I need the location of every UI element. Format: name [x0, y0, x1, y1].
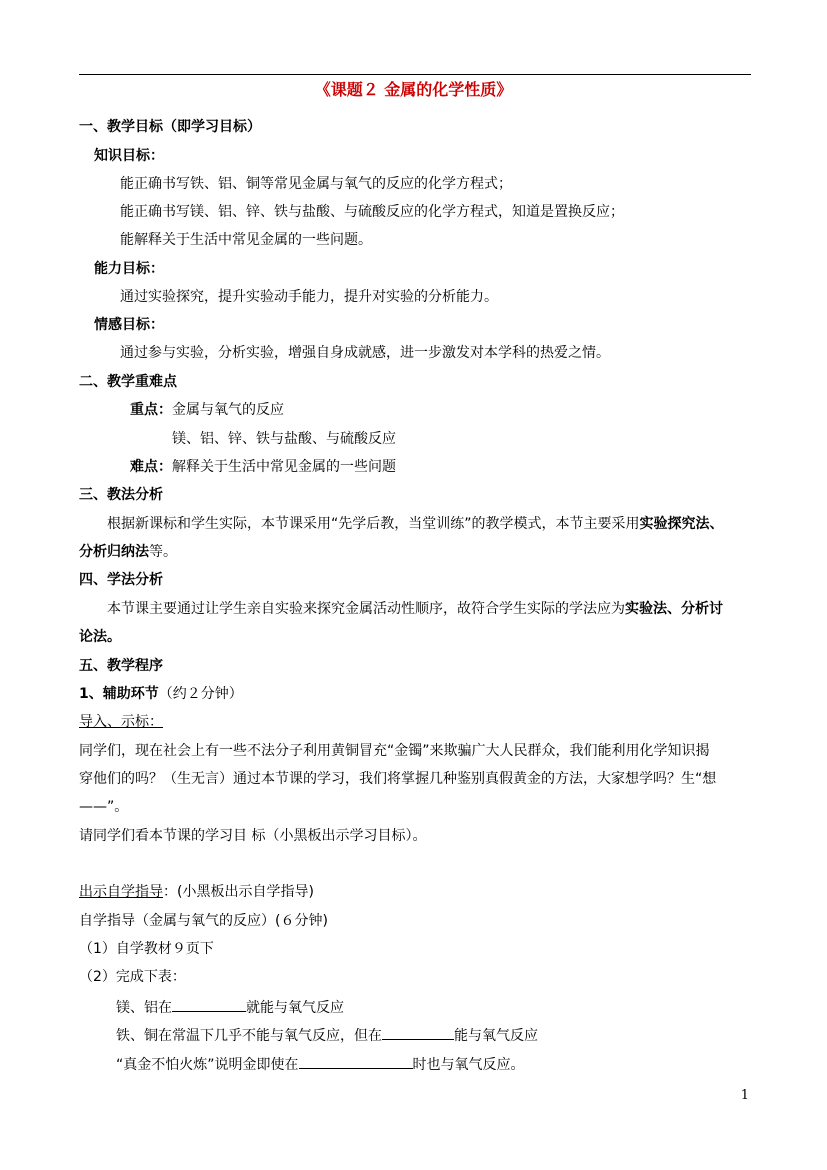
knowledge-goal-1: 能正确书写铁、铝、铜等常见金属与氧气的反应的化学方程式； — [120, 176, 512, 192]
fill-blank-1-prefix: 镁、铝在 — [116, 1000, 172, 1016]
fill-blank-2-blank[interactable] — [382, 1025, 454, 1040]
learning-method-bold-2: 论法。 — [79, 629, 121, 645]
key-point-1: 金属与氧气的反应 — [172, 402, 284, 418]
ability-goal-1: 通过实验探究，提升实验动手能力，提升对实验的分析能力。 — [120, 289, 498, 305]
difficulty-line — [130, 458, 396, 476]
step-1-line — [79, 685, 243, 703]
learning-method-line-1 — [107, 600, 723, 618]
learning-method-text: 本节课主要通过让学生亲自实验来探究金属活动性顺序，故符合学生实际的学法应为 — [107, 601, 625, 617]
teaching-method-bold-2: 分析归纳法 — [79, 544, 149, 560]
intro-text-1: 同学们，现在社会上有一些不法分子利用黄铜冒充“金镯”来欺骗广大人民群众，我们能利用化学知识揭 — [79, 743, 710, 759]
section-5-heading: 五、教学程序 — [79, 658, 163, 674]
fill-blank-1 — [116, 997, 344, 1017]
difficulty-label: 难点： — [130, 459, 172, 475]
section-1-heading: 一、教学目标（即学习目标） — [79, 119, 261, 135]
document-title: 《课题２ 金属的化学性质》 — [314, 80, 513, 99]
knowledge-goal-2: 能正确书写镁、铝、锌、铁与盐酸、与硫酸反应的化学方程式，知道是置换反应； — [120, 204, 624, 220]
learning-method-line-2 — [79, 628, 121, 646]
emotion-goal-label: 情感目标： — [94, 317, 164, 333]
section-2-heading: 二、教学重难点 — [79, 374, 177, 390]
fill-blank-3-blank[interactable] — [299, 1054, 413, 1069]
teaching-method-text: 根据新课标和学生实际，本节课采用“先学后教，当堂训练”的教学模式，本节主要采用 — [107, 516, 640, 532]
section-4-heading: 四、学法分析 — [79, 572, 163, 588]
teaching-method-line-2 — [79, 543, 177, 561]
key-point-2: 镁、铝、锌、铁与盐酸、与硫酸反应 — [172, 431, 396, 447]
intro-text-2: 穿他们的吗？（生无言）通过本节课的学习，我们将掌握几种鉴别真假黄金的方法，大家想学吗？生“想 — [79, 771, 717, 787]
section-3-heading: 三、教法分析 — [79, 487, 163, 503]
teaching-method-tail: 等。 — [149, 544, 177, 560]
knowledge-goal-label: 知识目标： — [94, 148, 164, 164]
self-study-guide-title: 自学指导（金属与氧气的反应）(６分钟) — [79, 913, 328, 929]
fill-blank-2-suffix: 能与氧气反应 — [454, 1028, 538, 1044]
guide-item-1: （1）自学教材９页下 — [79, 941, 214, 957]
fill-blank-1-blank[interactable] — [172, 997, 246, 1012]
key-point-label: 重点： — [130, 402, 172, 418]
ability-goal-label: 能力目标： — [94, 261, 164, 277]
teaching-method-line-1 — [107, 515, 724, 533]
self-study-guide-line — [79, 883, 314, 901]
fill-blank-2 — [116, 1025, 538, 1045]
teaching-method-bold-1: 实验探究法、 — [639, 516, 724, 532]
key-point-line — [130, 401, 284, 419]
step-1-duration: （约２分钟） — [158, 686, 243, 702]
fill-blank-3 — [116, 1054, 525, 1074]
self-study-guide-label: 出示自学指导 — [79, 884, 163, 900]
intro-label: 导入、示标： — [79, 714, 163, 730]
learning-method-bold-1: 实验法、分析讨 — [625, 601, 723, 617]
intro-text-4: 请同学们看本节课的学习目 标（小黑板出示学习目标）。 — [79, 828, 427, 844]
fill-blank-1-suffix: 就能与氧气反应 — [246, 1000, 344, 1016]
header-rule — [79, 74, 751, 75]
fill-blank-2-prefix: 铁、铜在常温下几乎不能与氧气反应，但在 — [116, 1028, 382, 1044]
emotion-goal-1: 通过参与实验，分析实验，增强自身成就感，进一步激发对本学科的热爱之情。 — [120, 345, 610, 361]
fill-blank-3-prefix: “真金不怕火炼”说明金即使在 — [116, 1057, 299, 1073]
difficulty-1: 解释关于生活中常见金属的一些问题 — [172, 459, 396, 475]
step-1-label: 1、辅助环节 — [79, 686, 159, 702]
fill-blank-3-suffix: 时也与氧气反应。 — [412, 1057, 525, 1073]
guide-item-2: （2）完成下表： — [79, 969, 186, 985]
knowledge-goal-3: 能解释关于生活中常见金属的一些问题。 — [120, 232, 372, 248]
self-study-guide-note: ：(小黑板出示自学指导) — [163, 884, 314, 900]
intro-text-3: ——”。 — [79, 799, 129, 815]
page-number: 1 — [740, 1088, 749, 1103]
